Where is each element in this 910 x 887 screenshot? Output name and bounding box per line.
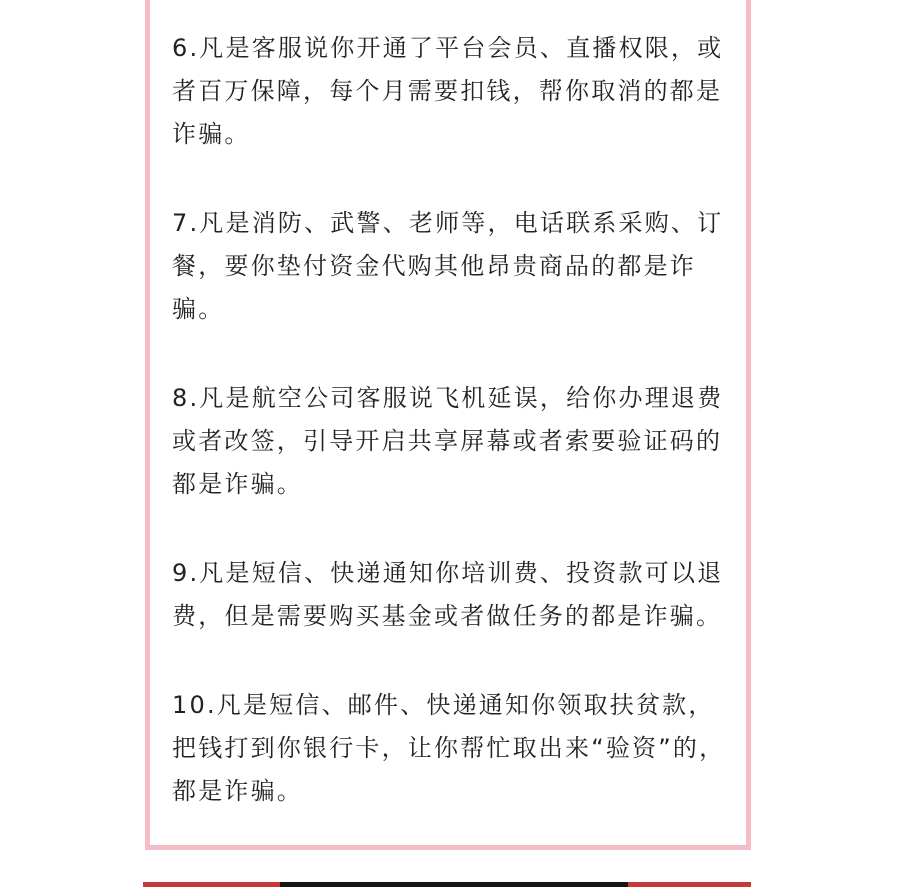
scam-warning-list: [172, 27, 732, 859]
list-item: 9.凡是短信、快递通知你培训费、投资款可以退费，但是需要购买基金或者做任务的都是诈骗。: [172, 559, 724, 630]
article-card: [145, 0, 751, 850]
list-item: 10.凡是短信、邮件、快递通知你领取扶贫款，把钱打到你银行卡，让你帮忙取出来“验资”的，都是诈骗。: [172, 691, 726, 805]
list-item: 6.凡是客服说你开通了平台会员、直播权限，或者百万保障，每个月需要扣钱，帮你取消的都是诈骗。: [172, 34, 724, 148]
bottom-divider-bar: [143, 882, 751, 887]
divider-segment-right: [628, 882, 751, 887]
list-item: 7.凡是消防、武警、老师等，电话联系采购、订餐，要你垫付资金代购其他昂贵商品的都是诈骗。: [172, 209, 724, 323]
divider-segment-middle: [280, 882, 628, 887]
list-item: 8.凡是航空公司客服说飞机延误，给你办理退费或者改签，引导开启共享屏幕或者索要验证码的都是诈骗。: [172, 384, 724, 498]
divider-segment-left: [143, 882, 280, 887]
